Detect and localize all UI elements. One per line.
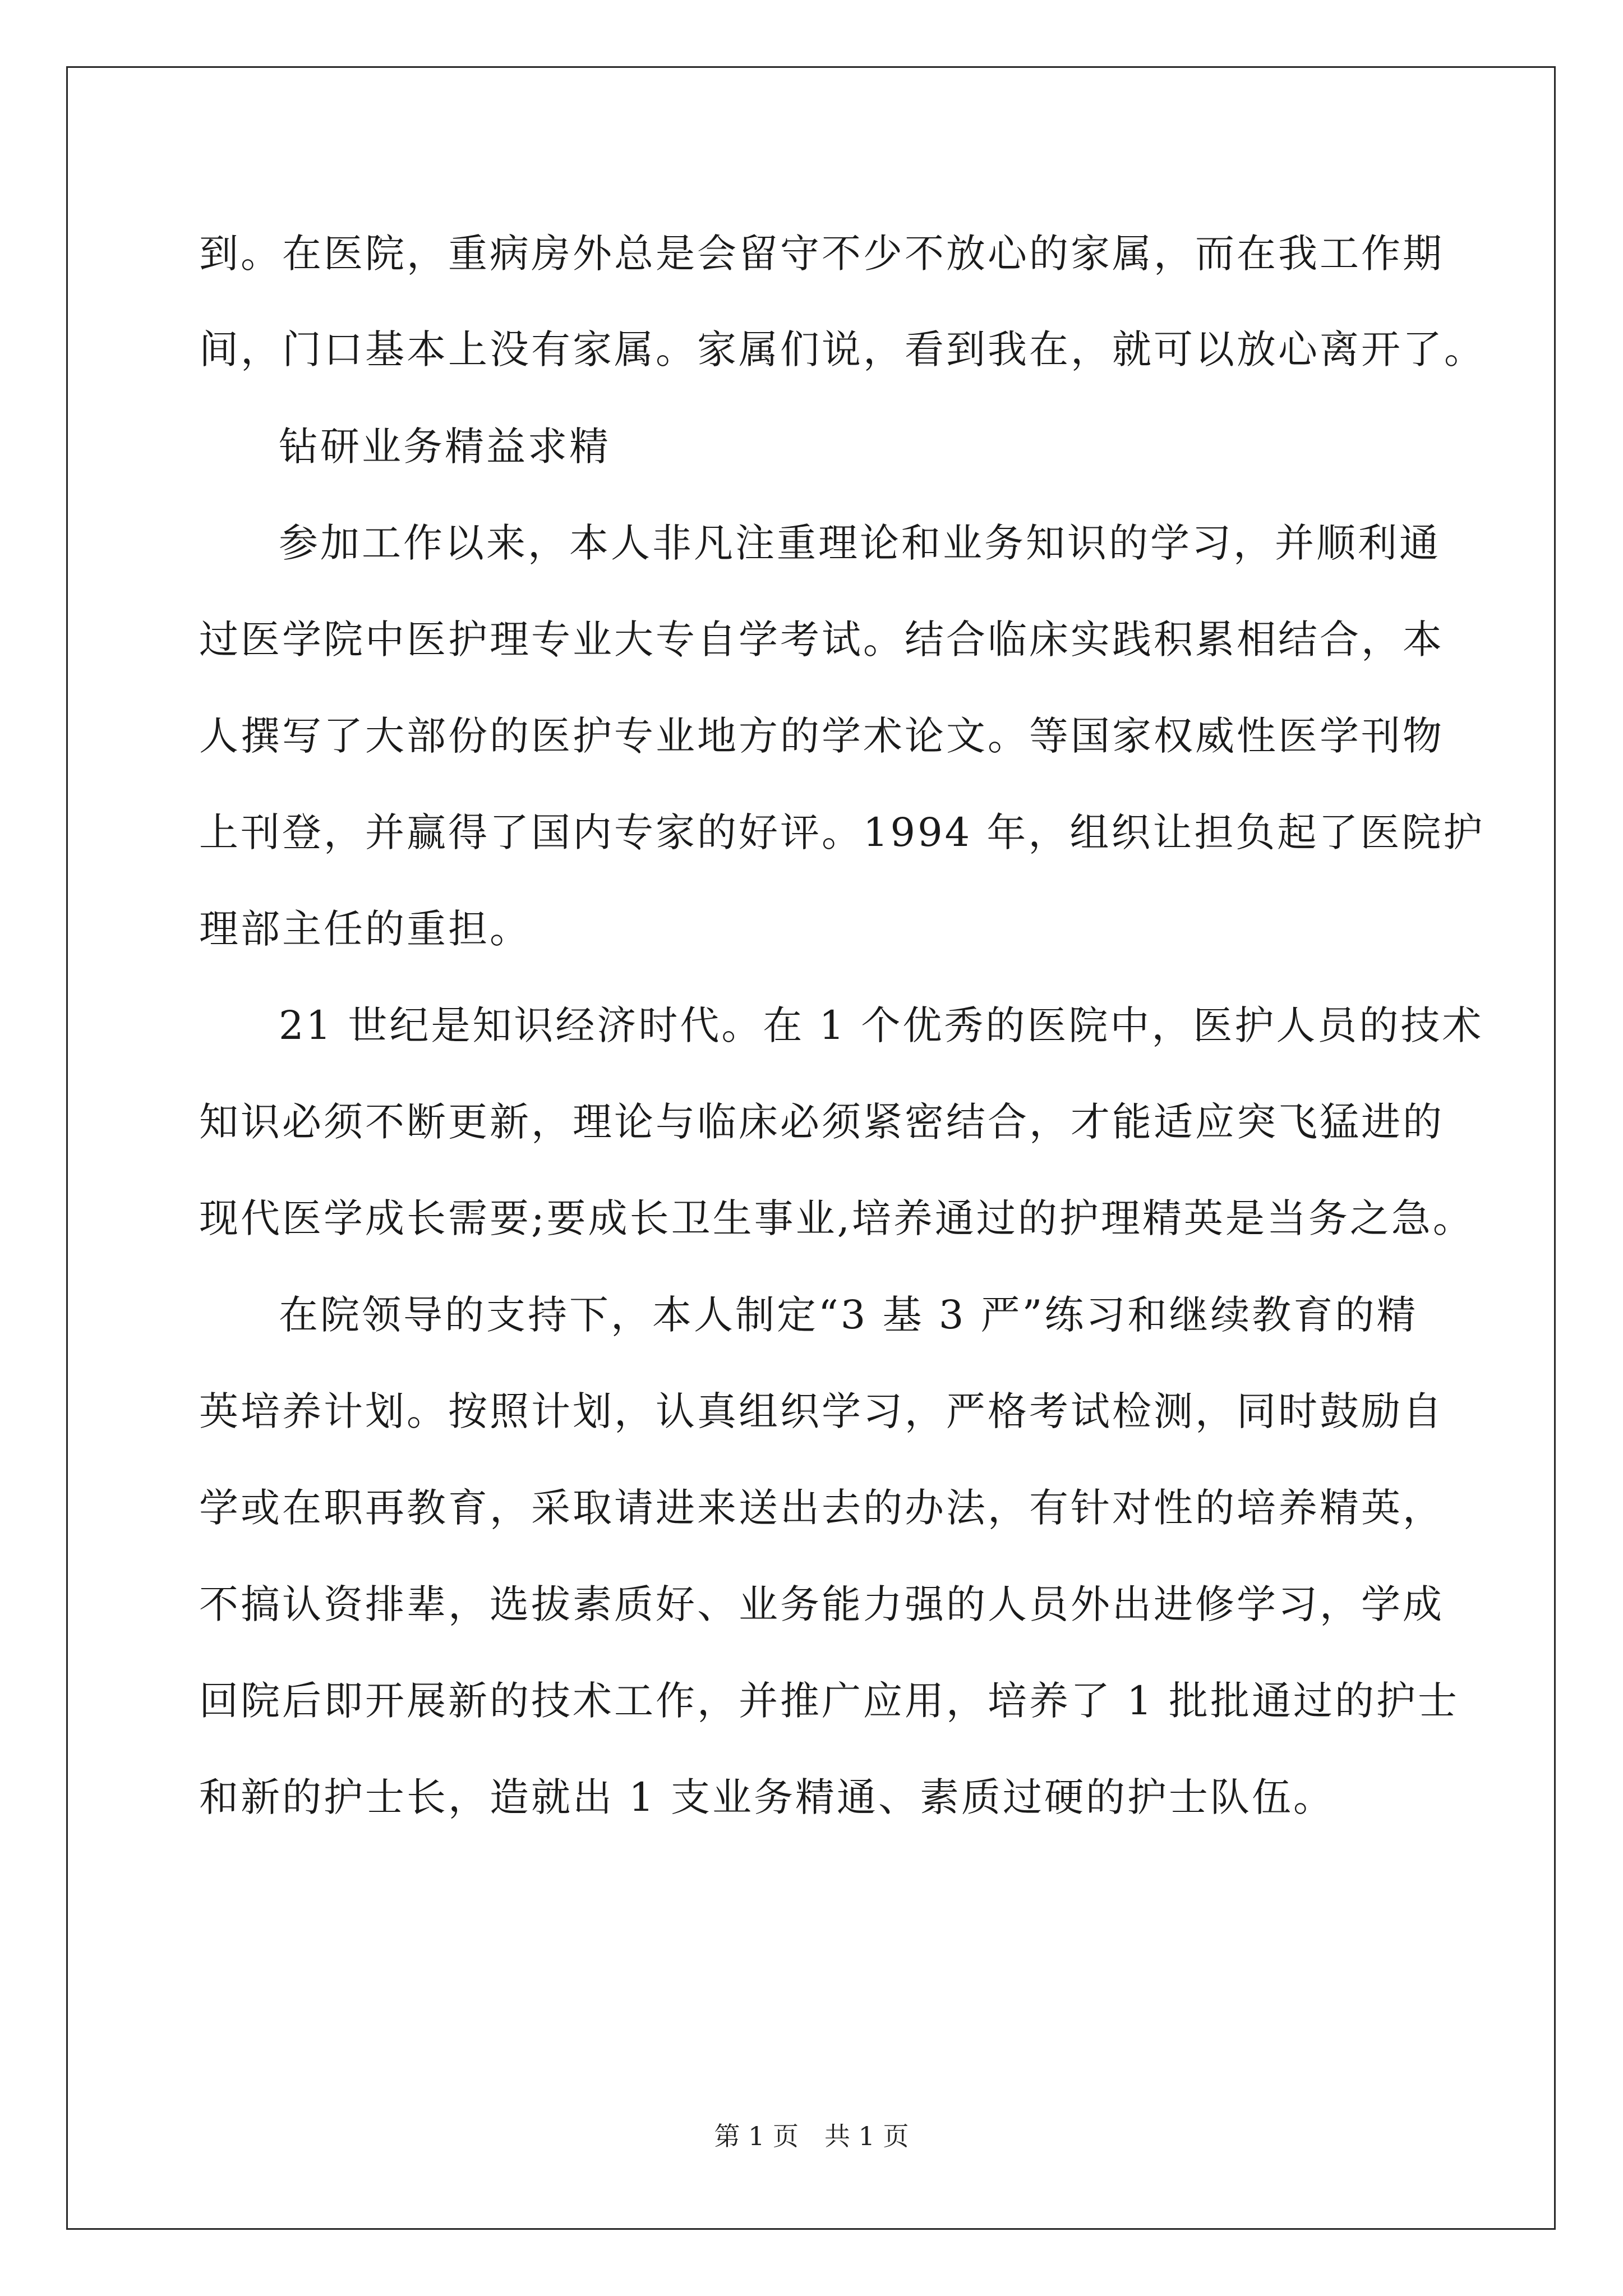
- text-line: 理部主任的重担。: [199, 906, 531, 952]
- text-line: 人撰写了大部份的医护专业地方的学术论文。等国家权威性医学刊物: [199, 713, 1444, 759]
- text-line: 间，门口基本上没有家属。家属们说，看到我在，就可以放心离开了。: [199, 326, 1486, 372]
- text-line: 英培养计划。按照计划，认真组织学习，严格考试检测，同时鼓励自: [199, 1388, 1444, 1434]
- text-line: 上刊登，并赢得了国内专家的好评。1994 年，组织让担负起了医院护: [199, 809, 1485, 855]
- text-line: 21 世纪是知识经济时代。在 1 个优秀的医院中，医护人员的技术: [279, 1002, 1484, 1048]
- text-line: 学或在职再教育，采取请进来送出去的办法，有针对性的培养精英，: [199, 1485, 1444, 1531]
- text-line: 在院领导的支持下，本人制定“3 基 3 严”练习和继续教育的精: [279, 1292, 1418, 1338]
- page-number-footer: 第 1 页 共 1 页: [714, 2121, 909, 2151]
- text-line: 到。在医院，重病房外总是会留守不少不放心的家属，而在我工作期: [199, 231, 1444, 277]
- text-line: 不搞认资排辈，选拔素质好、业务能力强的人员外出进修学习，学成: [199, 1581, 1444, 1627]
- text-line: 现代医学成长需要;要成长卫生事业,培养通过的护理精英是当务之急。: [199, 1195, 1474, 1241]
- text-line: 和新的护士长，造就出 1 支业务精通、素质过硬的护士队伍。: [199, 1774, 1335, 1820]
- text-line: 回院后即开展新的技术工作，并推广应用，培养了 1 批批通过的护士: [199, 1678, 1460, 1724]
- text-line: 参加工作以来，本人非凡注重理论和业务知识的学习，并顺利通: [279, 520, 1441, 566]
- text-line: 知识必须不断更新，理论与临床必须紧密结合，才能适应突飞猛进的: [199, 1099, 1444, 1145]
- text-line: 过医学院中医护理专业大专自学考试。结合临床实践积累相结合，本: [199, 616, 1444, 662]
- section-heading: 钻研业务精益求精: [279, 424, 611, 470]
